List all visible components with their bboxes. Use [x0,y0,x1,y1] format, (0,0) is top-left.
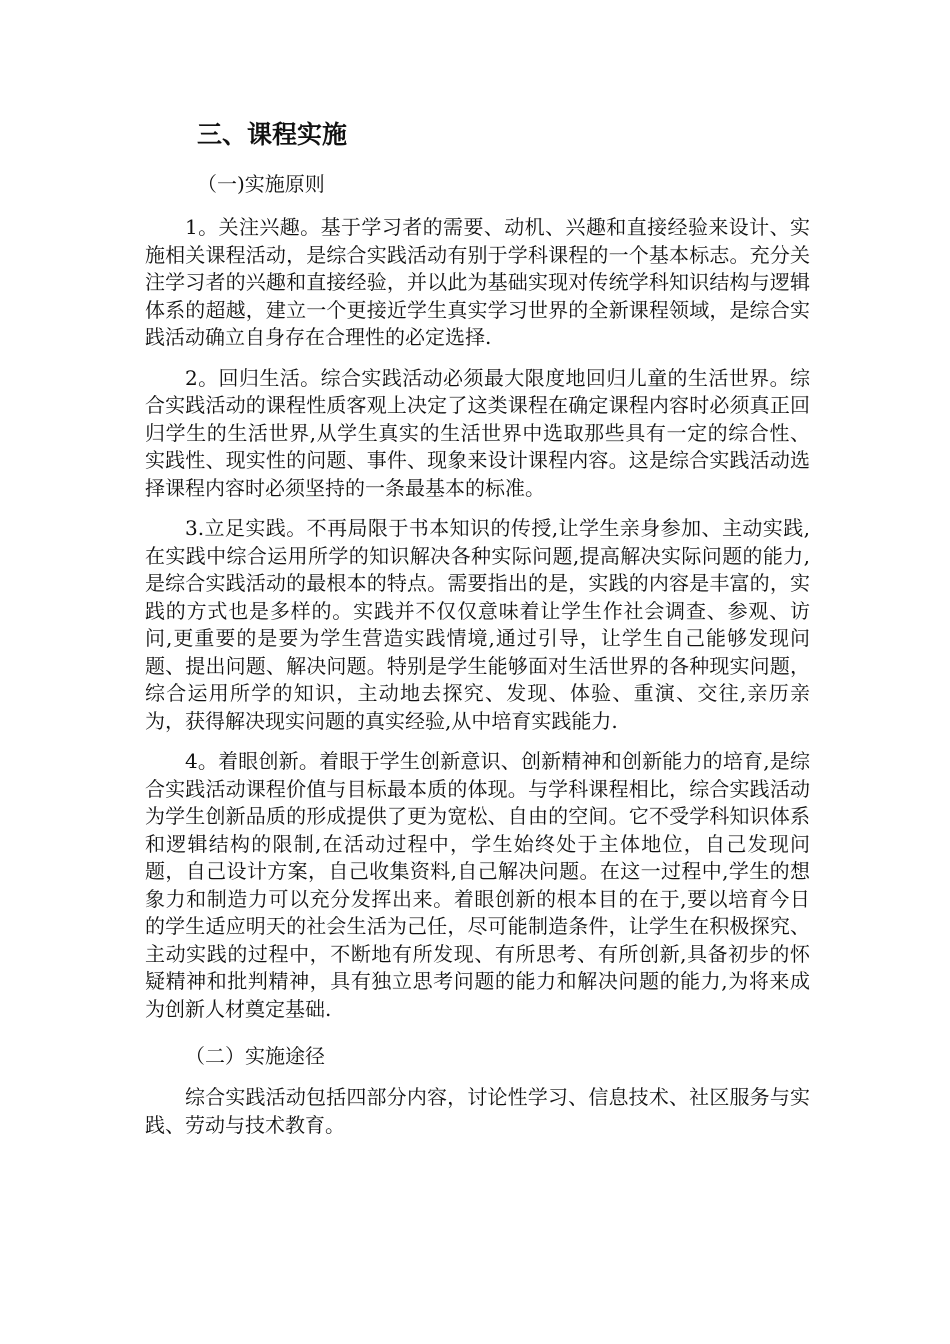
document-page [145,112,810,1152]
paragraph-content: 综合实践活动包括四部分内容，讨论性学习、信息技术、社区服务与实践、劳动与技术教育。 [145,1085,810,1137]
paragraph-innovation: 4。着眼创新。着眼于学生创新意识、创新精神和创新能力的培育,是综合实践活动课程价值与目标最本质的体现。与学科课程相比，综合实践活动为学生创新品质的形成提供了更为宽松、自由的空间。它不受学科知识体系和逻辑结构的限制,在活动过程中，学生始终处于主体地位，自己发现问题，自己设计方案，自己收集资料,自己解决问题。在这一过程中,学生的想象力和制造力可以充分发挥出来。着眼创新的根本目的在于,要以培育今日的学生适应明天的社会生活为己任，尽可能制造条件，让学生在积极探究、主动实践的过程中，不断地有所发现、有所思考、有所创新,具备初步的怀疑精神和批判精神，具有独立思考问题的能力和解决问题的能力,为将来成为创新人材奠定基础. [145,749,810,1021]
paragraph-interest: 1。关注兴趣。基于学习者的需要、动机、兴趣和直接经验来设计、实施相关课程活动，是综合实践活动有别于学科课程的一个基本标志。充分关注学习者的兴趣和直接经验，并以此为基础实现对传统学科知识结构与逻辑体系的超越，建立一个更接近学生真实学习世界的全新课程领域，是综合实践活动确立自身存在合理性的必定选择. [145,215,810,349]
subsection-title-principles: （一)实施原则 [197,172,325,196]
paragraph-practice: 3.立足实践。不再局限于书本知识的传授,让学生亲身参加、主动实践,在实践中综合运用所学的知识解决各种实际问题,提高解决实际问题的能力,是综合实践活动的最根本的特点。需要指出的是，实践的内容是丰富的，实践的方式也是多样的。实践并不仅仅意味着让学生作社会调查、参观、访问,更重要的是要为学生营造实践情境,通过引导，让学生自己能够发现问题、提出问题、解决问题。特别是学生能够面对生活世界的各种现实问题，综合运用所学的知识，主动地去探究、发现、体验、重演、交往,亲历亲为，获得解决现实问题的真实经验,从中培育实践能力. [145,516,810,733]
subsection-title-approaches: （二）实施途径 [185,1044,325,1068]
paragraph-life: 2。回归生活。综合实践活动必须最大限度地回归儿童的生活世界。综合实践活动的课程性质客观上决定了这类课程在确定课程内容时必须真正回归学生的生活世界,从学生真实的生活世界中选取那些具有一定的综合性、实践性、现实性的问题、事件、现象来设计课程内容。这是综合实践活动选择课程内容时必须坚持的一条最基本的标准。 [145,365,810,500]
section-title: 三、课程实施 [197,120,348,149]
